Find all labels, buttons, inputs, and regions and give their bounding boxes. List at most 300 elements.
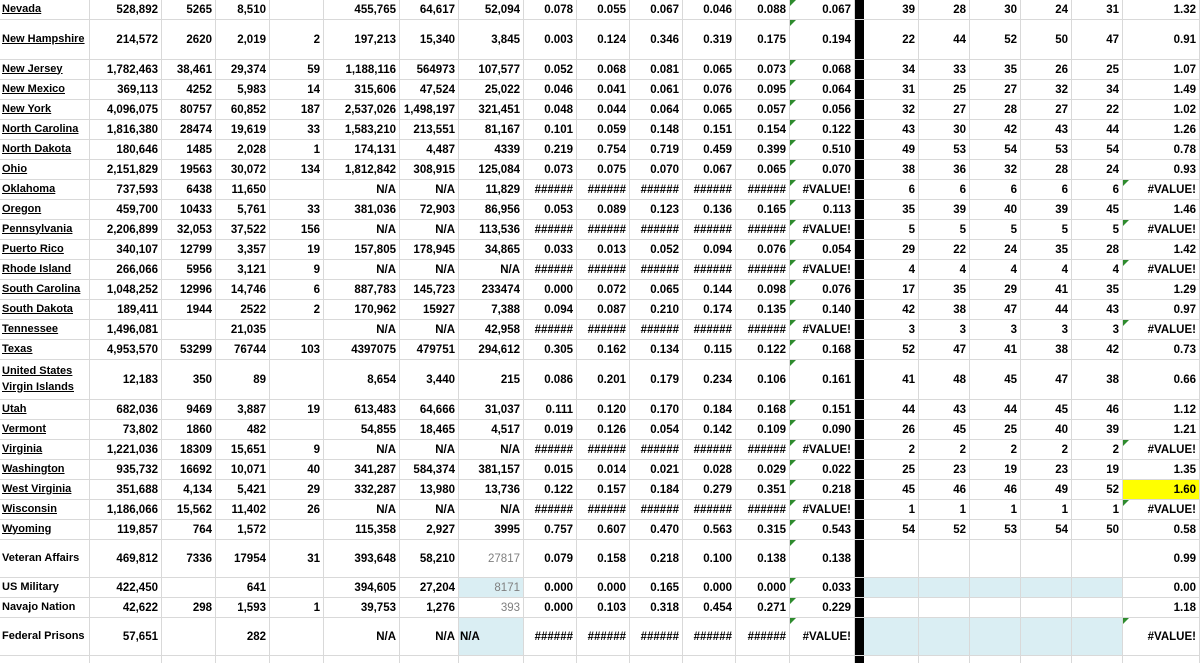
cell[interactable]: ###### xyxy=(524,220,577,239)
cell[interactable]: 1.29 xyxy=(1123,280,1200,299)
cell[interactable]: 54 xyxy=(970,140,1021,159)
cell[interactable]: 28 xyxy=(1021,160,1072,179)
cell[interactable]: 35 xyxy=(1021,240,1072,259)
cell[interactable]: 528,892 xyxy=(90,0,162,19)
cell[interactable]: 47 xyxy=(919,340,970,359)
cell[interactable]: 12799 xyxy=(162,240,216,259)
cell[interactable]: 25,022 xyxy=(459,80,524,99)
cell[interactable]: 32 xyxy=(864,100,919,119)
cell[interactable]: 34 xyxy=(864,60,919,79)
cell[interactable]: 24 xyxy=(970,240,1021,259)
cell[interactable]: 36 xyxy=(919,160,970,179)
cell[interactable]: 1 xyxy=(970,500,1021,519)
cell[interactable] xyxy=(1021,578,1072,597)
cell[interactable]: 2,206,899 xyxy=(90,220,162,239)
cell[interactable]: 0.041 xyxy=(577,80,630,99)
cell[interactable] xyxy=(864,656,919,663)
cell[interactable]: 39 xyxy=(1021,200,1072,219)
cell[interactable] xyxy=(270,578,324,597)
cell[interactable]: 482 xyxy=(216,420,270,439)
cell[interactable] xyxy=(0,656,90,663)
cell[interactable]: 0.157 xyxy=(577,480,630,499)
cell[interactable]: 0.144 xyxy=(683,280,736,299)
cell[interactable]: 1.35 xyxy=(1123,460,1200,479)
cell[interactable]: 44 xyxy=(1021,300,1072,319)
row-label[interactable]: Ohio xyxy=(0,160,90,179)
cell[interactable]: 341,287 xyxy=(324,460,400,479)
cell[interactable]: #VALUE! xyxy=(790,260,855,279)
cell[interactable]: 52 xyxy=(864,340,919,359)
cell[interactable]: 48 xyxy=(919,360,970,399)
cell[interactable]: 0.101 xyxy=(524,120,577,139)
cell[interactable] xyxy=(1072,598,1123,617)
cell[interactable]: 2,028 xyxy=(216,140,270,159)
cell[interactable]: 19 xyxy=(270,400,324,419)
cell[interactable]: 0.087 xyxy=(577,300,630,319)
cell[interactable]: 315,606 xyxy=(324,80,400,99)
cell[interactable]: 4,517 xyxy=(459,420,524,439)
cell[interactable]: 29 xyxy=(270,480,324,499)
row-label[interactable]: New York xyxy=(0,100,90,119)
cell[interactable]: 0.140 xyxy=(790,300,855,319)
cell[interactable]: ###### xyxy=(524,500,577,519)
cell[interactable]: 145,723 xyxy=(400,280,459,299)
cell[interactable]: 0.279 xyxy=(683,480,736,499)
cell[interactable]: 0.103 xyxy=(577,598,630,617)
cell[interactable]: 174,131 xyxy=(324,140,400,159)
cell[interactable]: 0.046 xyxy=(524,80,577,99)
cell[interactable]: 54 xyxy=(1021,520,1072,539)
cell[interactable]: ###### xyxy=(524,180,577,199)
cell[interactable]: 282 xyxy=(216,618,270,655)
cell[interactable]: 1.02 xyxy=(1123,100,1200,119)
cell[interactable]: 6438 xyxy=(162,180,216,199)
cell[interactable]: 0.719 xyxy=(630,140,683,159)
cell[interactable]: 266,066 xyxy=(90,260,162,279)
cell[interactable]: 19,619 xyxy=(216,120,270,139)
cell[interactable]: 5265 xyxy=(162,0,216,19)
cell[interactable]: 46 xyxy=(970,480,1021,499)
cell[interactable]: 5 xyxy=(1021,220,1072,239)
cell[interactable] xyxy=(324,656,400,663)
cell[interactable]: 0.003 xyxy=(524,20,577,59)
cell[interactable]: 0.218 xyxy=(790,480,855,499)
cell[interactable]: 1 xyxy=(919,500,970,519)
cell[interactable]: 50 xyxy=(1072,520,1123,539)
cell[interactable]: 40 xyxy=(970,200,1021,219)
cell[interactable]: ###### xyxy=(524,618,577,655)
cell[interactable] xyxy=(1021,598,1072,617)
cell[interactable]: #VALUE! xyxy=(1123,500,1200,519)
cell[interactable]: 18,465 xyxy=(400,420,459,439)
cell[interactable]: 32,053 xyxy=(162,220,216,239)
cell[interactable]: N/A xyxy=(324,220,400,239)
cell[interactable]: 0.234 xyxy=(683,360,736,399)
cell[interactable]: 3995 xyxy=(459,520,524,539)
cell[interactable]: 479751 xyxy=(400,340,459,359)
cell[interactable]: 0.97 xyxy=(1123,300,1200,319)
cell[interactable]: 0.179 xyxy=(630,360,683,399)
cell[interactable]: #VALUE! xyxy=(1123,320,1200,339)
row-label[interactable]: Puerto Rico xyxy=(0,240,90,259)
cell[interactable]: 0.138 xyxy=(790,540,855,577)
cell[interactable]: 4,953,570 xyxy=(90,340,162,359)
cell[interactable]: 564973 xyxy=(400,60,459,79)
cell[interactable]: 29 xyxy=(970,280,1021,299)
row-label[interactable]: South Carolina xyxy=(0,280,90,299)
cell[interactable]: 30 xyxy=(970,0,1021,19)
cell[interactable]: N/A xyxy=(400,260,459,279)
cell[interactable]: 33 xyxy=(919,60,970,79)
cell[interactable]: 0.351 xyxy=(736,480,790,499)
cell[interactable]: 1.26 xyxy=(1123,120,1200,139)
cell[interactable] xyxy=(162,656,216,663)
cell[interactable]: 0.757 xyxy=(524,520,577,539)
cell[interactable]: ###### xyxy=(577,320,630,339)
cell[interactable]: 26 xyxy=(1021,60,1072,79)
row-label[interactable]: Tennessee xyxy=(0,320,90,339)
cell[interactable]: 52 xyxy=(970,20,1021,59)
cell[interactable]: 0.184 xyxy=(630,480,683,499)
cell[interactable]: 0.210 xyxy=(630,300,683,319)
cell[interactable]: ###### xyxy=(630,260,683,279)
cell[interactable]: 14 xyxy=(270,80,324,99)
cell[interactable]: N/A xyxy=(324,618,400,655)
cell[interactable]: 0.014 xyxy=(577,460,630,479)
cell[interactable]: 53 xyxy=(970,520,1021,539)
cell[interactable]: 1,782,463 xyxy=(90,60,162,79)
cell[interactable]: 0.000 xyxy=(524,280,577,299)
cell[interactable]: ###### xyxy=(736,220,790,239)
cell[interactable]: 0.162 xyxy=(577,340,630,359)
cell[interactable]: 1.12 xyxy=(1123,400,1200,419)
cell[interactable]: 59 xyxy=(270,60,324,79)
cell[interactable]: 23 xyxy=(1021,460,1072,479)
cell[interactable]: 0.057 xyxy=(736,100,790,119)
cell[interactable]: 7,388 xyxy=(459,300,524,319)
cell[interactable]: 30 xyxy=(919,120,970,139)
cell[interactable]: 394,605 xyxy=(324,578,400,597)
cell[interactable]: 45 xyxy=(1072,200,1123,219)
cell[interactable]: 0.142 xyxy=(683,420,736,439)
cell[interactable] xyxy=(1021,540,1072,577)
cell[interactable] xyxy=(970,540,1021,577)
cell[interactable]: 0.148 xyxy=(630,120,683,139)
cell[interactable]: 0.065 xyxy=(683,100,736,119)
cell[interactable]: ###### xyxy=(577,618,630,655)
cell[interactable] xyxy=(270,656,324,663)
cell[interactable]: N/A xyxy=(400,180,459,199)
cell[interactable]: 0.100 xyxy=(683,540,736,577)
cell[interactable]: 332,287 xyxy=(324,480,400,499)
cell[interactable]: 19563 xyxy=(162,160,216,179)
cell[interactable]: 0.168 xyxy=(790,340,855,359)
cell[interactable]: 0.078 xyxy=(524,0,577,19)
cell[interactable]: 0.543 xyxy=(790,520,855,539)
cell[interactable]: 3 xyxy=(1072,320,1123,339)
cell[interactable]: 54 xyxy=(864,520,919,539)
cell[interactable]: ###### xyxy=(683,180,736,199)
row-label[interactable]: Oklahoma xyxy=(0,180,90,199)
cell[interactable]: 0.053 xyxy=(524,200,577,219)
cell[interactable]: 27 xyxy=(919,100,970,119)
cell[interactable]: 44 xyxy=(864,400,919,419)
row-label[interactable]: Wyoming xyxy=(0,520,90,539)
cell[interactable]: 28 xyxy=(1072,240,1123,259)
cell[interactable]: 5 xyxy=(970,220,1021,239)
cell[interactable]: 935,732 xyxy=(90,460,162,479)
row-label[interactable]: New Hampshire xyxy=(0,20,90,59)
cell[interactable]: 0.067 xyxy=(630,0,683,19)
cell[interactable]: 0.399 xyxy=(736,140,790,159)
cell[interactable]: 52 xyxy=(1072,480,1123,499)
cell[interactable]: 41 xyxy=(970,340,1021,359)
cell[interactable]: ###### xyxy=(736,180,790,199)
cell[interactable]: ###### xyxy=(524,260,577,279)
cell[interactable]: #VALUE! xyxy=(1123,220,1200,239)
cell[interactable]: N/A xyxy=(324,440,400,459)
cell[interactable]: 7336 xyxy=(162,540,216,577)
cell[interactable]: 0.061 xyxy=(630,80,683,99)
cell[interactable] xyxy=(1072,578,1123,597)
cell[interactable]: ###### xyxy=(683,320,736,339)
cell[interactable]: 393 xyxy=(459,598,524,617)
cell[interactable]: 0.184 xyxy=(683,400,736,419)
cell[interactable]: 2 xyxy=(864,440,919,459)
cell[interactable]: 13,736 xyxy=(459,480,524,499)
cell[interactable]: 47,524 xyxy=(400,80,459,99)
cell[interactable]: 294,612 xyxy=(459,340,524,359)
cell[interactable]: 5,761 xyxy=(216,200,270,219)
cell[interactable]: 2 xyxy=(1021,440,1072,459)
cell[interactable]: #VALUE! xyxy=(1123,440,1200,459)
cell[interactable]: 0.059 xyxy=(577,120,630,139)
cell[interactable]: 641 xyxy=(216,578,270,597)
cell[interactable]: 28474 xyxy=(162,120,216,139)
cell[interactable]: 3 xyxy=(1021,320,1072,339)
cell[interactable]: 19 xyxy=(270,240,324,259)
cell[interactable]: 5,421 xyxy=(216,480,270,499)
cell[interactable]: 4,096,075 xyxy=(90,100,162,119)
cell[interactable]: 34,865 xyxy=(459,240,524,259)
cell[interactable]: 46 xyxy=(919,480,970,499)
cell[interactable]: 0.021 xyxy=(630,460,683,479)
cell[interactable]: 5956 xyxy=(162,260,216,279)
cell[interactable]: 1944 xyxy=(162,300,216,319)
cell[interactable]: 4252 xyxy=(162,80,216,99)
row-label[interactable]: Navajo Nation xyxy=(0,598,90,617)
cell[interactable] xyxy=(864,578,919,597)
cell[interactable]: 33 xyxy=(270,120,324,139)
cell[interactable]: 0.046 xyxy=(683,0,736,19)
cell[interactable]: 0.229 xyxy=(790,598,855,617)
cell[interactable]: 2 xyxy=(270,20,324,59)
cell[interactable]: ###### xyxy=(683,618,736,655)
cell[interactable]: 4397075 xyxy=(324,340,400,359)
cell[interactable]: 0.013 xyxy=(577,240,630,259)
cell[interactable]: ###### xyxy=(736,440,790,459)
row-label[interactable]: Virginia xyxy=(0,440,90,459)
cell[interactable]: 0.064 xyxy=(630,100,683,119)
cell[interactable]: 0.318 xyxy=(630,598,683,617)
cell[interactable] xyxy=(736,656,790,663)
cell[interactable]: 6 xyxy=(1021,180,1072,199)
cell[interactable]: 381,036 xyxy=(324,200,400,219)
cell[interactable]: 0.754 xyxy=(577,140,630,159)
cell[interactable]: 170,962 xyxy=(324,300,400,319)
cell[interactable]: 0.068 xyxy=(577,60,630,79)
cell[interactable]: N/A xyxy=(400,320,459,339)
cell[interactable]: ###### xyxy=(524,320,577,339)
cell[interactable] xyxy=(919,618,970,655)
row-label[interactable]: Utah xyxy=(0,400,90,419)
cell[interactable] xyxy=(577,656,630,663)
cell[interactable]: 2 xyxy=(270,300,324,319)
cell[interactable] xyxy=(270,180,324,199)
cell[interactable] xyxy=(162,618,216,655)
cell[interactable]: N/A xyxy=(324,320,400,339)
cell[interactable]: 32 xyxy=(1021,80,1072,99)
cell[interactable]: 187 xyxy=(270,100,324,119)
cell[interactable]: 682,036 xyxy=(90,400,162,419)
cell[interactable]: 12996 xyxy=(162,280,216,299)
cell[interactable]: 39,753 xyxy=(324,598,400,617)
cell[interactable]: 0.076 xyxy=(683,80,736,99)
cell[interactable] xyxy=(1072,656,1123,663)
cell[interactable]: 9 xyxy=(270,440,324,459)
cell[interactable]: 1 xyxy=(1021,500,1072,519)
cell[interactable]: 45 xyxy=(864,480,919,499)
cell[interactable]: 24 xyxy=(1021,0,1072,19)
cell[interactable]: 15927 xyxy=(400,300,459,319)
cell[interactable]: 73,802 xyxy=(90,420,162,439)
cell[interactable]: 393,648 xyxy=(324,540,400,577)
cell[interactable]: 38 xyxy=(1021,340,1072,359)
cell[interactable]: 0.138 xyxy=(736,540,790,577)
cell[interactable]: 887,783 xyxy=(324,280,400,299)
row-label[interactable]: Wisconsin xyxy=(0,500,90,519)
cell[interactable]: 11,402 xyxy=(216,500,270,519)
cell[interactable]: 0.218 xyxy=(630,540,683,577)
cell[interactable]: 50 xyxy=(1021,20,1072,59)
cell[interactable]: 0.054 xyxy=(630,420,683,439)
cell[interactable]: 113,536 xyxy=(459,220,524,239)
cell[interactable]: 37,522 xyxy=(216,220,270,239)
row-label[interactable]: Federal Prisons xyxy=(0,618,90,655)
cell[interactable]: 0.93 xyxy=(1123,160,1200,179)
cell[interactable]: 0.510 xyxy=(790,140,855,159)
cell[interactable]: 43 xyxy=(1021,120,1072,139)
cell[interactable]: 3,357 xyxy=(216,240,270,259)
cell[interactable]: N/A xyxy=(324,500,400,519)
cell[interactable] xyxy=(270,520,324,539)
row-label[interactable]: Texas xyxy=(0,340,90,359)
cell[interactable]: 233474 xyxy=(459,280,524,299)
cell[interactable]: 0.019 xyxy=(524,420,577,439)
cell[interactable]: 1 xyxy=(864,500,919,519)
cell[interactable]: 1.60 xyxy=(1123,480,1200,499)
cell[interactable]: 9 xyxy=(270,260,324,279)
cell[interactable]: 2 xyxy=(1072,440,1123,459)
cell[interactable]: N/A xyxy=(324,180,400,199)
cell[interactable]: 42,958 xyxy=(459,320,524,339)
cell[interactable]: 0.135 xyxy=(736,300,790,319)
cell[interactable]: 25 xyxy=(1072,60,1123,79)
cell[interactable]: N/A xyxy=(400,618,459,655)
cell[interactable] xyxy=(1072,618,1123,655)
cell[interactable]: ###### xyxy=(683,440,736,459)
cell[interactable]: 0.088 xyxy=(736,0,790,19)
row-label[interactable]: Washington xyxy=(0,460,90,479)
cell[interactable]: 0.094 xyxy=(683,240,736,259)
cell[interactable]: 0.015 xyxy=(524,460,577,479)
cell[interactable]: ###### xyxy=(577,440,630,459)
cell[interactable]: 0.73 xyxy=(1123,340,1200,359)
row-label[interactable]: South Dakota xyxy=(0,300,90,319)
cell[interactable]: 0.022 xyxy=(790,460,855,479)
cell[interactable]: ###### xyxy=(577,260,630,279)
cell[interactable]: 35 xyxy=(919,280,970,299)
cell[interactable]: 459,700 xyxy=(90,200,162,219)
cell[interactable]: 1,572 xyxy=(216,520,270,539)
cell[interactable]: 189,411 xyxy=(90,300,162,319)
cell[interactable]: 49 xyxy=(1021,480,1072,499)
cell[interactable]: 52,094 xyxy=(459,0,524,19)
cell[interactable]: 41 xyxy=(864,360,919,399)
cell[interactable]: 11,650 xyxy=(216,180,270,199)
cell[interactable]: 0.000 xyxy=(736,578,790,597)
cell[interactable]: 86,956 xyxy=(459,200,524,219)
cell[interactable]: 47 xyxy=(1021,360,1072,399)
cell[interactable]: 0.079 xyxy=(524,540,577,577)
cell[interactable]: ###### xyxy=(630,180,683,199)
cell[interactable] xyxy=(919,540,970,577)
cell[interactable] xyxy=(864,598,919,617)
row-label[interactable]: Vermont xyxy=(0,420,90,439)
cell[interactable] xyxy=(1021,618,1072,655)
cell[interactable]: 0.070 xyxy=(790,160,855,179)
cell[interactable]: 60,852 xyxy=(216,100,270,119)
cell[interactable]: 2,151,829 xyxy=(90,160,162,179)
cell[interactable]: 134 xyxy=(270,160,324,179)
cell[interactable]: 17 xyxy=(864,280,919,299)
cell[interactable]: 0.113 xyxy=(790,200,855,219)
row-label[interactable]: US Military xyxy=(0,578,90,597)
cell[interactable]: 0.052 xyxy=(524,60,577,79)
row-label[interactable]: Rhode Island xyxy=(0,260,90,279)
cell[interactable]: 6 xyxy=(270,280,324,299)
cell[interactable]: 0.073 xyxy=(736,60,790,79)
cell[interactable]: 213,551 xyxy=(400,120,459,139)
cell[interactable]: 0.219 xyxy=(524,140,577,159)
cell[interactable]: 0.029 xyxy=(736,460,790,479)
cell[interactable]: 0.470 xyxy=(630,520,683,539)
cell[interactable]: 33 xyxy=(270,200,324,219)
row-label[interactable]: Nevada xyxy=(0,0,90,19)
cell[interactable]: 12,183 xyxy=(90,360,162,399)
cell[interactable]: 0.065 xyxy=(630,280,683,299)
cell[interactable]: 17954 xyxy=(216,540,270,577)
cell[interactable]: 4 xyxy=(864,260,919,279)
cell[interactable]: 3,121 xyxy=(216,260,270,279)
cell[interactable]: 0.315 xyxy=(736,520,790,539)
cell[interactable]: 1 xyxy=(270,140,324,159)
cell[interactable]: ###### xyxy=(524,440,577,459)
cell[interactable]: N/A xyxy=(400,440,459,459)
cell[interactable]: 1.42 xyxy=(1123,240,1200,259)
cell[interactable]: 81,167 xyxy=(459,120,524,139)
cell[interactable]: 15,340 xyxy=(400,20,459,59)
